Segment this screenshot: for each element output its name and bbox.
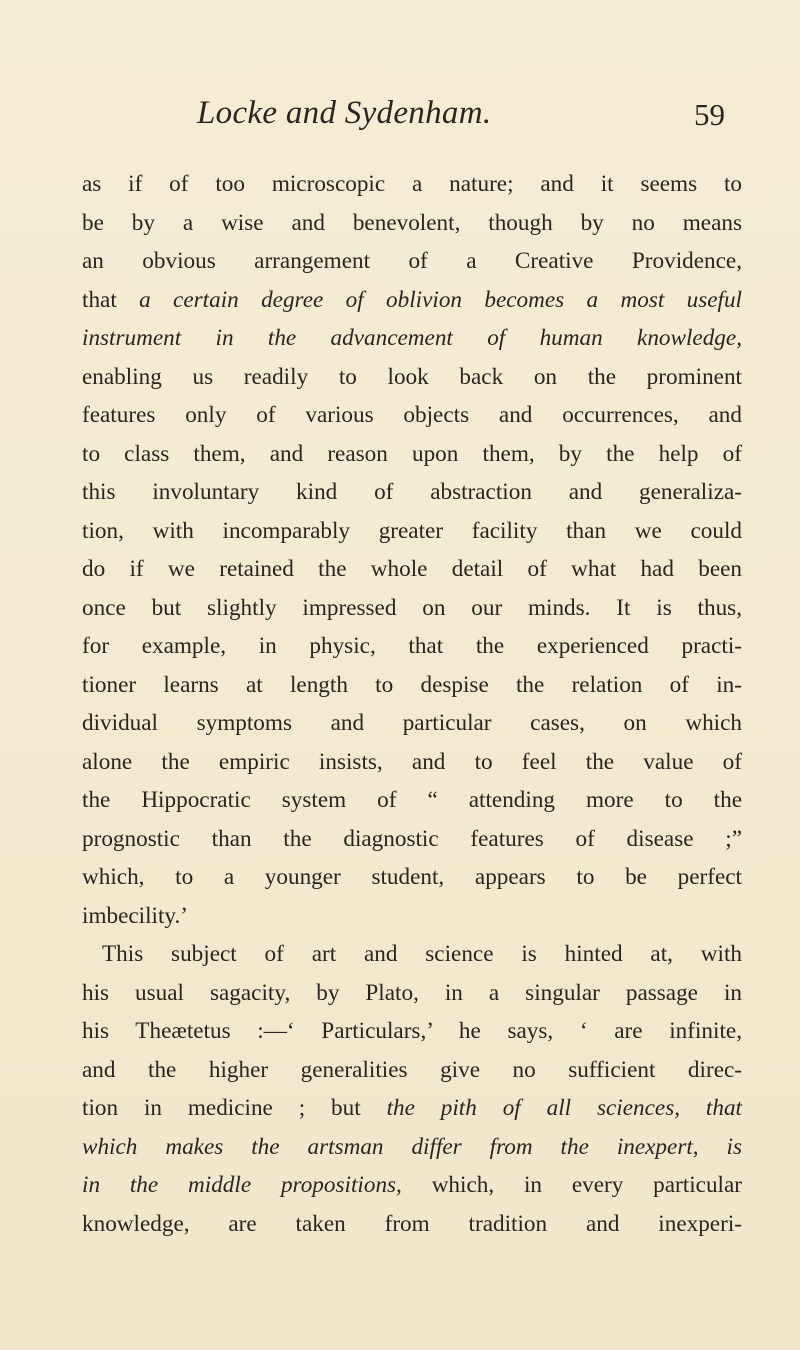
italic-text: the pith of all sciences, that <box>386 1095 742 1121</box>
text-segment: to class them, and reason upon them, by the help of <box>82 440 742 467</box>
text-segment: tioner learns at length to despise the relation of in- <box>82 671 742 698</box>
italic-text: which makes the artsman differ from the inexpert, is <box>82 1133 742 1160</box>
text-line <box>82 512 742 551</box>
italic-text: a certain degree of oblivion becomes a most useful <box>139 286 742 313</box>
text-segment: be by a wise and benevolent, though by no means <box>82 209 742 236</box>
text-line <box>82 858 742 897</box>
text-segment: enabling us readily to look back on the prominent <box>82 363 742 390</box>
text-segment: once but slightly impressed on our minds. It is thus, <box>82 594 742 621</box>
text-segment: his Theætetus :—‘ Particulars,’ he says, ‘ are infinite, <box>82 1018 742 1044</box>
text-segment: imbecility.’ <box>82 902 189 929</box>
text-segment: an obvious arrangement of a Creative Providence, <box>82 248 742 274</box>
text-line <box>82 435 742 474</box>
text-segment: tion in medicine ; but <box>82 1095 387 1121</box>
text-line <box>82 704 742 743</box>
text-segment: do if we retained the whole detail of what had been <box>82 556 742 582</box>
text-line <box>82 897 742 936</box>
text-line <box>82 1166 742 1205</box>
italic-text: in the middle propositions, <box>82 1172 402 1198</box>
text-line <box>82 319 742 358</box>
text-line <box>82 1089 742 1128</box>
text-line <box>82 473 742 512</box>
text-segment: dividual symptoms and particular cases, on which <box>82 710 742 736</box>
text-line <box>82 1012 742 1051</box>
text-line <box>82 550 742 589</box>
text-segment: his usual sagacity, by Plato, in a singular passage in <box>82 979 742 1006</box>
text-line <box>82 974 742 1013</box>
text-line <box>82 242 742 281</box>
text-line <box>82 1205 742 1244</box>
text-segment: for example, in physic, that the experienced practi- <box>82 633 742 659</box>
text-line <box>82 165 742 204</box>
text-line <box>82 204 742 243</box>
text-segment: the Hippocratic system of “ attending more to the <box>82 787 742 813</box>
text-line <box>82 743 742 782</box>
text-line <box>82 281 742 320</box>
text-segment: this involuntary kind of abstraction and generaliza- <box>82 479 742 505</box>
text-line <box>82 627 742 666</box>
text-segment: which, to a younger student, appears to be perfect <box>82 864 742 890</box>
text-segment: which, in every particular <box>401 1172 742 1198</box>
text-segment: tion, with incomparably greater facility than we could <box>82 517 742 544</box>
text-line <box>82 589 742 628</box>
text-segment: as if of too microscopic a nature; and it seems to <box>82 171 742 197</box>
text-segment: This subject of art and science is hinted at, with <box>102 941 742 967</box>
text-line <box>82 1051 742 1090</box>
body-text <box>82 165 742 1243</box>
text-line <box>82 358 742 397</box>
text-segment: knowledge, are taken from tradition and inexperi- <box>82 1210 742 1237</box>
text-segment: that <box>82 286 140 313</box>
text-segment: and the higher generalities give no sufficient direc- <box>82 1056 742 1083</box>
text-segment: alone the empiric insists, and to feel the value of <box>82 748 742 775</box>
text-line <box>82 820 742 859</box>
text-line <box>82 1128 742 1167</box>
text-segment: features only of various objects and occurrences, and <box>82 402 742 428</box>
running-title: Locke and Sydenham. <box>197 95 492 131</box>
text-line <box>82 396 742 435</box>
text-line <box>82 781 742 820</box>
text-line <box>82 666 742 705</box>
page-number: 59 <box>694 97 725 132</box>
text-line <box>82 935 742 974</box>
text-segment: prognostic than the diagnostic features of disease ;” <box>82 825 742 852</box>
page-header <box>0 95 800 165</box>
italic-text: instrument in the advancement of human knowledge, <box>82 325 742 351</box>
